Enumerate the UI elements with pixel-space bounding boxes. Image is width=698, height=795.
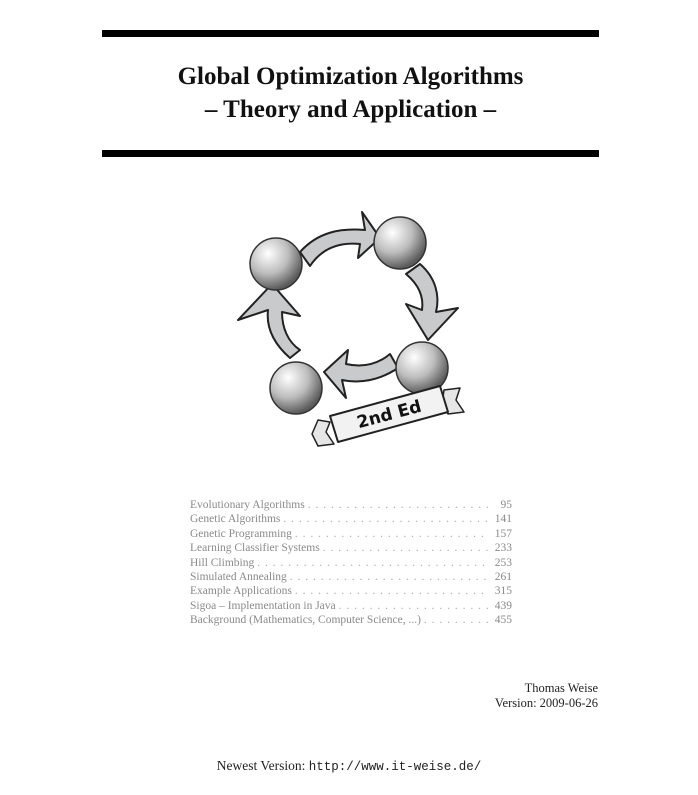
toc-entry-page: 141 — [494, 513, 512, 526]
cycle-illustration — [230, 200, 470, 455]
toc-entry-page: 233 — [494, 542, 512, 555]
toc-leader-dots — [424, 613, 489, 627]
toc-entry-title: Simulated Annealing — [190, 571, 287, 584]
author-block — [495, 681, 598, 711]
toc-entry-page: 95 — [500, 499, 512, 511]
toc-entry-title: Example Applications — [190, 585, 292, 598]
edition-banner — [312, 386, 464, 446]
arrow-top-icon — [300, 212, 380, 266]
toc-entry-title: Learning Classifier Systems — [190, 542, 320, 555]
table-of-contents — [190, 498, 512, 628]
toc-entry-title: Hill Climbing — [190, 556, 255, 569]
toc-leader-dots — [283, 512, 489, 526]
toc-entry-title: Sigoa – Implementation in Java — [190, 599, 336, 612]
toc-entry-page: 157 — [494, 527, 512, 540]
toc-entry — [190, 498, 512, 512]
toc-entry-page: 455 — [494, 614, 512, 627]
toc-entry-title: Genetic Algorithms — [190, 513, 281, 526]
toc-entry — [190, 527, 512, 541]
bottom-rule — [102, 150, 599, 157]
toc-entry-page: 253 — [494, 556, 512, 569]
toc-entry — [190, 556, 512, 570]
sphere-top-left-icon — [250, 238, 302, 290]
edition-label: 2nd Ed — [354, 396, 424, 434]
title-line-1: Global Optimization Algorithms — [177, 63, 524, 90]
sphere-top-right-icon — [374, 217, 426, 269]
toc-leader-dots — [339, 599, 489, 613]
toc-entry-title: Evolutionary Algorithms — [190, 499, 305, 511]
toc-entry-title: Genetic Programming — [190, 527, 292, 540]
toc-entry — [190, 541, 512, 555]
toc-leader-dots — [308, 498, 489, 512]
newest-version-label: Newest Version: — [216, 758, 306, 773]
top-rule — [102, 30, 599, 37]
toc-entry — [190, 512, 512, 526]
sphere-bottom-left-icon — [270, 362, 322, 414]
toc-entry-page: 261 — [494, 571, 512, 584]
toc-entry — [190, 599, 512, 613]
toc-entry — [190, 613, 512, 627]
toc-leader-dots — [257, 556, 489, 570]
arrow-left-icon — [238, 284, 300, 358]
toc-entry — [190, 570, 512, 584]
toc-leader-dots — [295, 527, 489, 541]
toc-entry — [190, 584, 512, 598]
toc-leader-dots — [323, 541, 489, 555]
author-name: Thomas Weise — [524, 681, 598, 695]
title-line-2: – Theory and Application – — [204, 96, 497, 123]
version-date: Version: 2009-06-26 — [494, 696, 598, 710]
toc-entry-page: 439 — [494, 599, 512, 612]
arrow-right-icon — [406, 264, 458, 340]
book-title — [102, 60, 599, 126]
toc-entry-page: 315 — [494, 585, 512, 598]
toc-leader-dots — [290, 570, 489, 584]
toc-leader-dots — [295, 584, 489, 598]
newest-version-line — [0, 758, 698, 774]
arrow-bottom-icon — [324, 350, 398, 398]
newest-version-url[interactable]: http://www.it-weise.de/ — [308, 760, 482, 774]
toc-entry-title: Background (Mathematics, Computer Science, ...) — [190, 614, 421, 627]
